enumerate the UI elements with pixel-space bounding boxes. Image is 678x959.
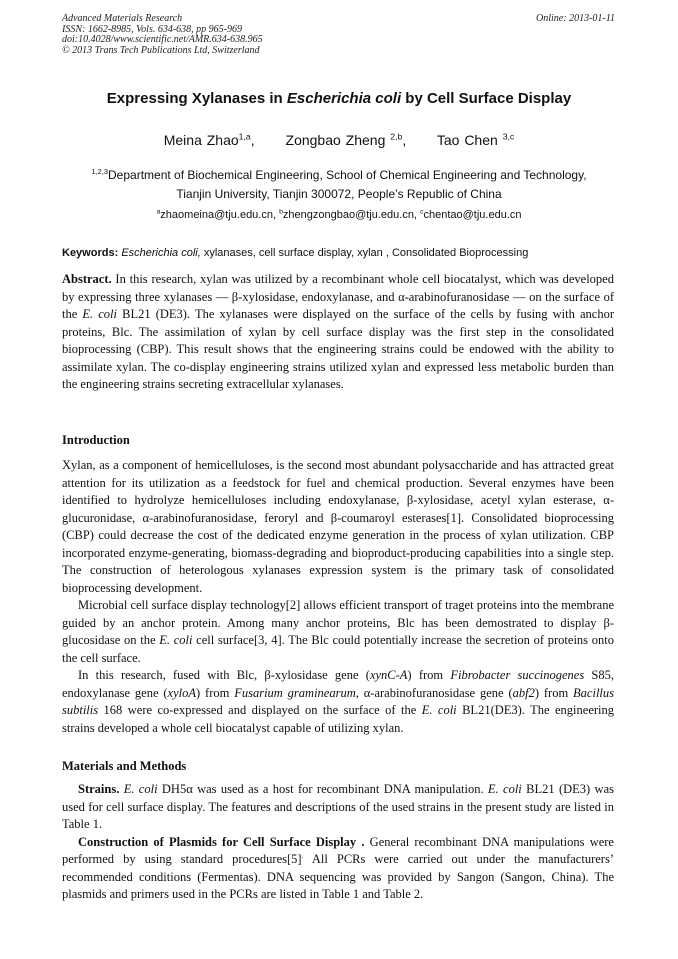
online-date: Online: 2013-01-11 [536, 13, 615, 24]
paragraph: Strains. E. coli DH5α was used as a host for recombinant DNA manipulation. E. coli BL21 (DE3) was used for cell surface display. The features and descriptions of the used strains in the present study are listed in Table 1. [62, 782, 614, 831]
keywords: Keywords: Escherichia coli, xylanases, cell surface display, xylan , Consolidated Bioprocessing [62, 247, 529, 259]
email-link[interactable]: $^c$chentao@tju.edu.cn [420, 208, 522, 221]
paragraph: Construction of Plasmids for Cell Surface Display . General recombinant DNA manipulations were performed by using standard procedures[5]. All PCRs were carried out under the manufacturers’ recommended conditions (Fermentas). DNA sequencing was provided by Sangon (Sangon, China). The plasmids and primers used in the PCRs are listed in Table 1 and Table 2. [62, 834, 614, 901]
copyright: © 2013 Trans Tech Publications Ltd, Switzerland [62, 44, 260, 56]
author: Zongbao Zheng $^{2,b}$, [285, 131, 407, 148]
paragraph: Xylan, as a component of hemicelluloses, is the second most abundant polysaccharide and has attracted great attention for its utilization as a feedstock for fuel and chemical production. Several enzymes have been identified to hydrolyze hemicelluloses including endoxylanase, β-xylosidase, acetyl xylan esterase, α-glucuronidase, α-arabinofuranosidase, feroryl and β-coumaroyl esterases[1]. Consolidated bioprocessing (CBP) could decrease the cost of the dedicated enzyme generation in the process of xylan utilization. CBP incorporated enzyme-generating, biomass-degrading and bioproduct-producing capabilities into a single step. The construction of heterologous xylanases expression system is the primary task of consolidated bioprocessing development. [62, 458, 614, 595]
doi: doi:10.4028/www.scientific.net/AMR.634-638.965 [62, 34, 263, 45]
section-heading-methods: Materials and Methods [62, 759, 187, 773]
author-list [40, 132, 638, 148]
paragraph: In this research, fused with Blc, β-xylosidase gene (xynC-A) from Fibrobacter succinogenes S85, endoxylanase gene (xyloA) from Fusarium graminearum, α-arabinofuranosidase gene (abf2) from Bacillus subtilis 168 were co-expressed and displayed on the surface of the E. coli BL21(DE3). The engineering strains developed a whole cell biocatalyst capable of utilizing xylan. [62, 668, 615, 735]
email-link[interactable]: $^b$zhengzongbao@tju.edu.cn [279, 208, 414, 221]
email-link[interactable]: $^a$zhaomeina@tju.edu.cn [156, 208, 273, 221]
paragraph: Microbial cell surface display technology[2] allows efficient transport of traget proteins into the membrane guided by an anchor protein. Among many anchor proteins, Blc has been demostrated to display β-glucosidase on the E. coli cell surface[3, 4]. The Blc could potentially increase the secretion of proteins onto the cell surface. [62, 598, 614, 665]
affiliation: $^{1,2,3}$Department of Biochemical Engineering, School of Chemical Engineering and Technology, Tianjin University, Tianjin 300072, People’s Republic of China [91, 167, 587, 201]
author-emails: $^a$zhaomeina@tju.edu.cn, $^b$zhengzongbao@tju.edu.cn, $^c$chentao@tju.edu.cn [156, 208, 522, 221]
section-heading-introduction: Introduction [62, 433, 130, 447]
journal-name: Advanced Materials Research [62, 13, 183, 24]
methods-body [62, 781, 614, 904]
introduction-body [62, 457, 614, 737]
author: Meina Zhao$^{1,a}$, [163, 131, 255, 148]
author: Tao Chen $^{3,c}$ [436, 131, 515, 148]
journal-header [62, 14, 263, 56]
paper-title: Expressing Xylanases in Escherichia coli by Cell Surface Display [106, 90, 572, 107]
abstract: Abstract. In this research, xylan was utilized by a recombinant whole cell biocatalyst, which was developed by expressing three xylanases — β-xylosidase, endoxylanase, and α-arabinofuranosidase — on the surface of the E. coli BL21 (DE3). The xylanases were displayed on the surface of the cells by fusing with anchor proteins, Blc. The assimilation of xylan by cell surface display was the first step in the consolidated bioprocessing (CBP). This result shows that the engineering strains could be endowed with the ability to assimilate xylan. The co-display engineering strains utilized xylan and expressed less metabolic burden than the engineering strains secreting extracellular xylanases. [62, 272, 614, 391]
issn: ISSN: 1662-8985, Vols. 634-638, pp 965-969 [62, 23, 242, 35]
